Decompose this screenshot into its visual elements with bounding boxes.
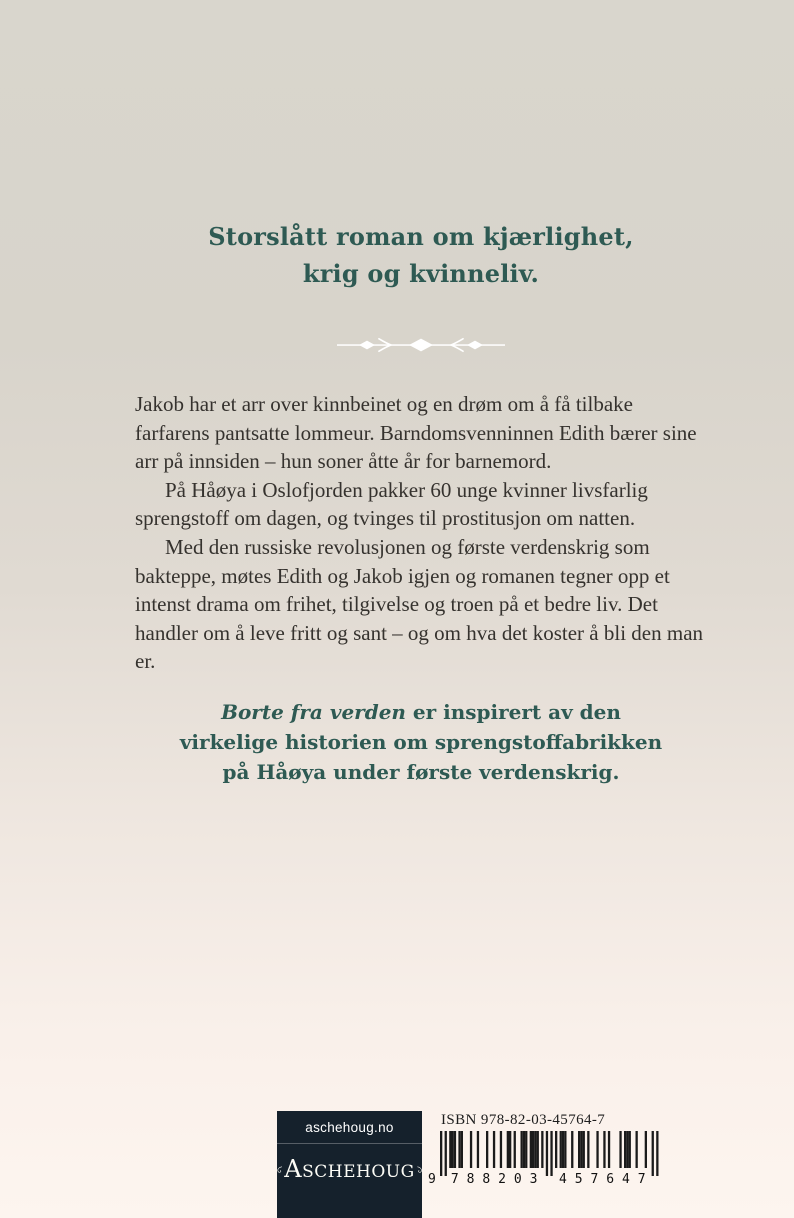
synopsis — [135, 390, 707, 676]
tagline-line-2: krig og kvinneliv. — [302, 259, 540, 288]
ean13-barcode-icon — [427, 1131, 667, 1187]
inspiration-note — [135, 697, 707, 787]
barcode-block — [427, 1112, 667, 1192]
tagline-line-1: Storslått roman om kjærlighet, — [208, 222, 634, 251]
note-line-1-rest: er inspirert av den — [405, 699, 621, 724]
publisher-separator — [277, 1143, 422, 1144]
synopsis-paragraph-1: Jakob har et arr over kinnbeinet og en drøm om å få tilbake farfarens pantsatte lommeur. Barndomsvenninnen Edith bærer sine arr på innsiden – hun soner åtte år for barnemord. — [135, 392, 697, 474]
publisher-logo — [277, 1155, 422, 1183]
tagline — [135, 218, 707, 292]
publisher-name: ASCHEHOUG — [284, 1155, 415, 1183]
divider-ornament-icon — [135, 336, 707, 356]
note-line-2: virkelige historien om sprengstoffabrikken — [179, 729, 663, 754]
note-line-3: på Håøya under første verdenskrig. — [222, 759, 620, 784]
publisher-url: aschehoug.no — [305, 1120, 394, 1135]
svg-text:9: 9 — [428, 1172, 436, 1187]
swash-curl-right-icon — [417, 1163, 422, 1176]
publisher-box — [277, 1111, 422, 1218]
swash-curl-left-icon — [277, 1163, 282, 1176]
book-title: Borte fra verden — [221, 699, 406, 724]
svg-text:788203: 788203 — [450, 1172, 538, 1187]
synopsis-paragraph-2: På Håøya i Oslofjorden pakker 60 unge kvinner livsfarlig sprengstoff om dagen, og tvinges til prostitusjon om natten. — [135, 477, 648, 531]
isbn-label: ISBN 978-82-03-45764-7 — [441, 1112, 606, 1128]
svg-text:457647: 457647 — [559, 1172, 646, 1187]
note-line-1 — [135, 697, 707, 727]
synopsis-paragraph-3: Med den russiske revolusjonen og første verdenskrig som bakteppe, møtes Edith og Jakob igjen og romanen tegner opp et intenst drama om frihet, tilgivelse og troen på et bedre liv. Det handler om å leve fritt og sant – og om hva det koster å bli den man er. — [135, 534, 704, 674]
back-cover-content — [135, 218, 707, 787]
